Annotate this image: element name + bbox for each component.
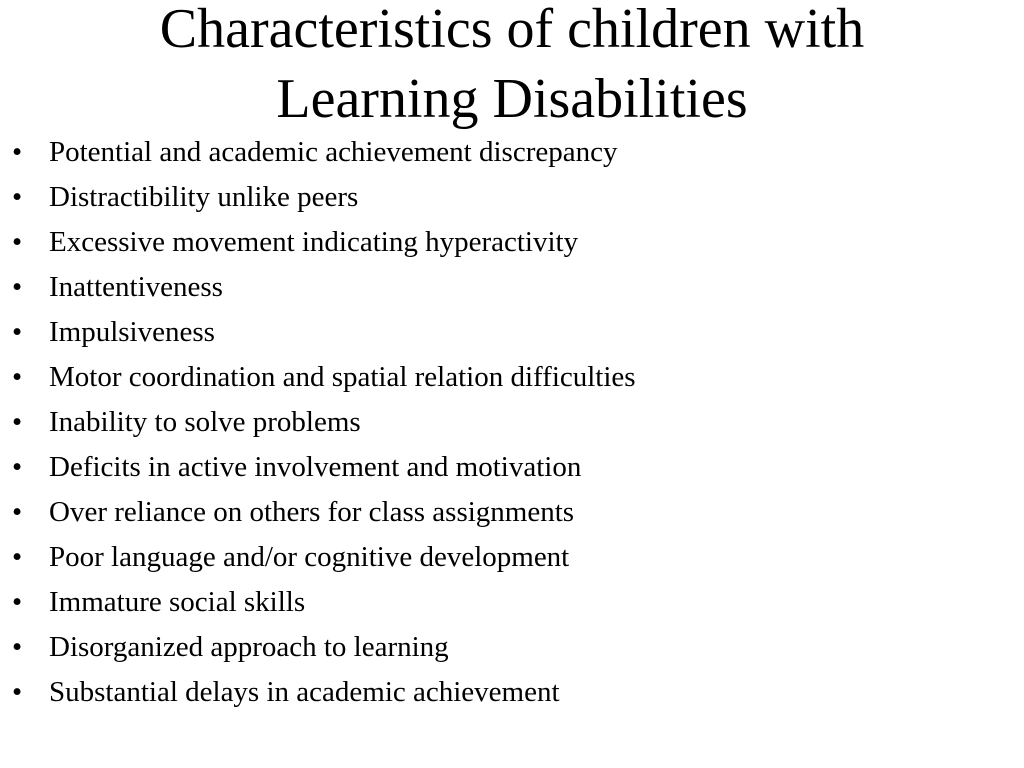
bullet-text: Substantial delays in academic achievement (49, 676, 560, 708)
bullet-icon: • (12, 541, 23, 573)
bullet-item (12, 537, 1002, 582)
bullet-item (12, 222, 1002, 267)
bullet-text: Inability to solve problems (49, 406, 361, 438)
slide-title-line: Learning Disabilities (276, 67, 748, 130)
slide-title (0, 0, 1024, 137)
bullet-item (12, 177, 1002, 222)
bullet-item (12, 267, 1002, 312)
bullet-item (12, 402, 1002, 447)
bullet-list (12, 132, 1002, 717)
bullet-text: Inattentiveness (49, 271, 223, 303)
bullet-text: Potential and academic achievement discrepancy (49, 136, 618, 168)
bullet-icon: • (12, 406, 23, 438)
bullet-text: Immature social skills (49, 586, 306, 618)
bullet-icon: • (12, 676, 23, 708)
slide-title-line: Characteristics of children with (159, 0, 865, 60)
bullet-icon: • (12, 451, 23, 483)
bullet-text: Deficits in active involvement and motivation (49, 451, 582, 483)
bullet-item (12, 672, 1002, 717)
bullet-item (12, 132, 1002, 177)
bullet-icon: • (12, 226, 23, 258)
bullet-text: Impulsiveness (49, 316, 215, 348)
bullet-text: Poor language and/or cognitive development (49, 541, 570, 573)
bullet-item (12, 492, 1002, 537)
bullet-icon: • (12, 586, 23, 618)
bullet-icon: • (12, 181, 23, 213)
bullet-text: Over reliance on others for class assignments (49, 496, 575, 528)
bullet-item (12, 582, 1002, 627)
bullet-item (12, 357, 1002, 402)
bullet-text: Distractibility unlike peers (49, 181, 359, 213)
bullet-icon: • (12, 136, 23, 168)
bullet-text: Motor coordination and spatial relation difficulties (49, 361, 636, 393)
bullet-icon: • (12, 271, 23, 303)
bullet-item (12, 312, 1002, 357)
bullet-item (12, 447, 1002, 492)
bullet-icon: • (12, 496, 23, 528)
bullet-item (12, 627, 1002, 672)
bullet-icon: • (12, 631, 23, 663)
bullet-text: Disorganized approach to learning (49, 631, 449, 663)
bullet-icon: • (12, 316, 23, 348)
bullet-text: Excessive movement indicating hyperactivity (49, 226, 579, 258)
bullet-icon: • (12, 361, 23, 393)
